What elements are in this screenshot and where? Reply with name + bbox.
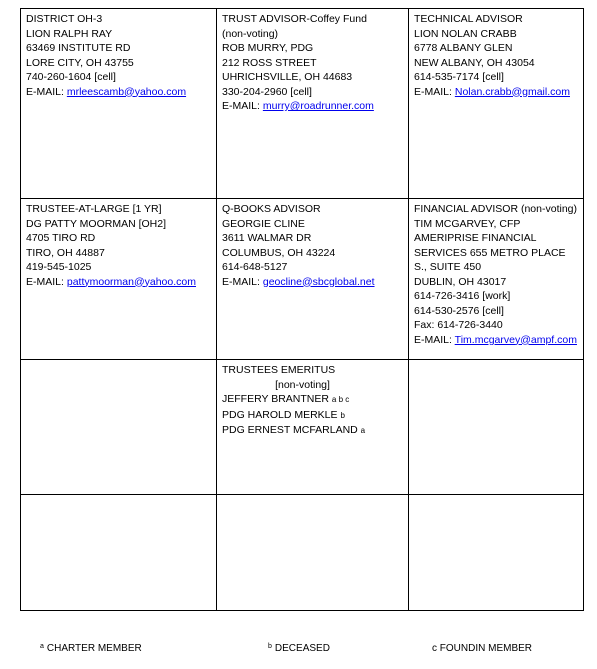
cell-line: FINANCIAL ADVISOR (non-voting) — [414, 203, 577, 215]
cell-line: NEW ALBANY, OH 43054 — [414, 56, 535, 69]
cell-line: LION RALPH RAY — [26, 27, 113, 40]
legend-charter — [40, 643, 142, 654]
cell-line: 614-648-5127 — [222, 261, 288, 273]
cell-line: DISTRICT OH-3 — [26, 13, 103, 25]
email-line — [222, 275, 403, 290]
email-link[interactable]: Tim.mcgarvey@ampf.com — [454, 333, 577, 346]
cell-line: 419-545-1025 — [26, 261, 92, 273]
cell-qbooks-advisor — [217, 199, 409, 360]
cell-line: 6778 ALBANY GLEN — [414, 42, 513, 54]
member-marks: a — [360, 426, 366, 435]
cell-line: UHRICHSVILLE, OH 44683 — [222, 71, 353, 83]
cell-line: 614-530-2576 [cell] — [414, 304, 504, 317]
legend-founding — [432, 643, 532, 654]
emeritus-member — [222, 408, 403, 424]
email-label: E-MAIL: — [222, 275, 260, 288]
email-link[interactable]: pattymoorman@yahoo.com — [66, 275, 196, 288]
cell-line: 63469 INSTITUTE RD — [26, 42, 131, 54]
table-row — [21, 9, 584, 199]
email-link[interactable]: geocline@sbcglobal.net — [262, 275, 375, 288]
cell-line: 740-260-1604 [cell] — [26, 71, 116, 83]
emeritus-subtitle: [non-voting] — [275, 378, 330, 391]
email-label: E-MAIL: — [414, 85, 452, 98]
legend-label: CHARTER MEMBER — [46, 643, 142, 654]
empty-cell — [217, 495, 409, 611]
legend-mark: a — [40, 643, 44, 650]
cell-trustee-at-large — [21, 199, 217, 360]
cell-line: S., SUITE 450 — [414, 261, 482, 273]
email-link[interactable]: Nolan.crabb@gmail.com — [454, 85, 570, 98]
cell-line: LION NOLAN CRABB — [414, 27, 517, 40]
email-line — [26, 275, 211, 290]
cell-line: COLUMBUS, OH 43224 — [222, 246, 336, 259]
member-marks: a b c — [331, 395, 350, 404]
email-line — [414, 85, 578, 100]
cell-line: 614-535-7174 [cell] — [414, 71, 504, 83]
table-row — [21, 199, 584, 360]
email-link[interactable]: mrleescamb@yahoo.com — [66, 85, 187, 98]
email-label: E-MAIL: — [26, 85, 64, 98]
email-line — [26, 85, 211, 100]
cell-line: ROB MURRY, PDG — [222, 42, 314, 54]
legend-label: DECEASED — [274, 643, 330, 654]
email-link[interactable]: murry@roadrunner.com — [262, 100, 374, 112]
cell-technical-advisor — [409, 9, 584, 199]
emeritus-member — [222, 423, 403, 439]
legend-label: FOUNDIN MEMBER — [439, 643, 533, 654]
cell-line: DG PATTY MOORMAN [OH2] — [26, 217, 167, 230]
cell-line: TRUSTEE-AT-LARGE [1 YR] — [26, 203, 162, 215]
cell-line: TECHNICAL ADVISOR — [414, 13, 523, 25]
email-line — [414, 333, 578, 348]
cell-line: Fax: 614-726-3440 — [414, 319, 503, 331]
cell-line: 614-726-3416 [work] — [414, 290, 511, 302]
cell-district — [21, 9, 217, 199]
cell-line: Q-BOOKS ADVISOR — [222, 203, 321, 215]
cell-line: (non-voting) — [222, 27, 279, 40]
directory-table — [20, 8, 584, 611]
member-name: JEFFERY BRANTNER — [222, 393, 329, 405]
table-row — [21, 495, 584, 611]
email-line — [222, 99, 403, 114]
cell-trustees-emeritus — [217, 360, 409, 495]
legend-mark: b — [268, 643, 272, 650]
cell-line: TIM MCGARVEY, CFP — [414, 217, 521, 230]
emeritus-title: TRUSTEES EMERITUS — [222, 364, 336, 376]
cell-line: 330-204-2960 [cell] — [222, 85, 312, 98]
cell-line: 3611 WALMAR DR — [222, 232, 312, 244]
cell-trust-advisor — [217, 9, 409, 199]
legend-deceased — [268, 643, 330, 654]
cell-line: GEORGIE CLINE — [222, 217, 305, 230]
cell-line: DUBLIN, OH 43017 — [414, 275, 507, 288]
member-name: PDG HAROLD MERKLE — [222, 408, 338, 421]
empty-cell — [409, 360, 584, 495]
email-label: E-MAIL: — [414, 333, 452, 346]
member-marks: b — [340, 410, 345, 420]
cell-line: AMERIPRISE FINANCIAL — [414, 232, 537, 244]
email-label: E-MAIL: — [222, 100, 260, 112]
legend-mark: c — [432, 643, 437, 654]
empty-cell — [21, 360, 217, 495]
emeritus-member — [222, 392, 403, 408]
empty-cell — [21, 495, 217, 611]
member-name: PDG ERNEST MCFARLAND — [222, 424, 358, 436]
cell-financial-advisor — [409, 199, 584, 360]
legend-footer — [0, 643, 597, 661]
cell-line: SERVICES 655 METRO PLACE — [414, 246, 566, 259]
cell-line: TIRO, OH 44887 — [26, 246, 105, 259]
cell-line: TRUST ADVISOR-Coffey Fund — [222, 13, 367, 25]
cell-line: 212 ROSS STREET — [222, 56, 317, 69]
cell-line: 4705 TIRO RD — [26, 232, 96, 244]
email-label: E-MAIL: — [26, 275, 64, 288]
table-row — [21, 360, 584, 495]
empty-cell — [409, 495, 584, 611]
cell-line: LORE CITY, OH 43755 — [26, 56, 134, 69]
